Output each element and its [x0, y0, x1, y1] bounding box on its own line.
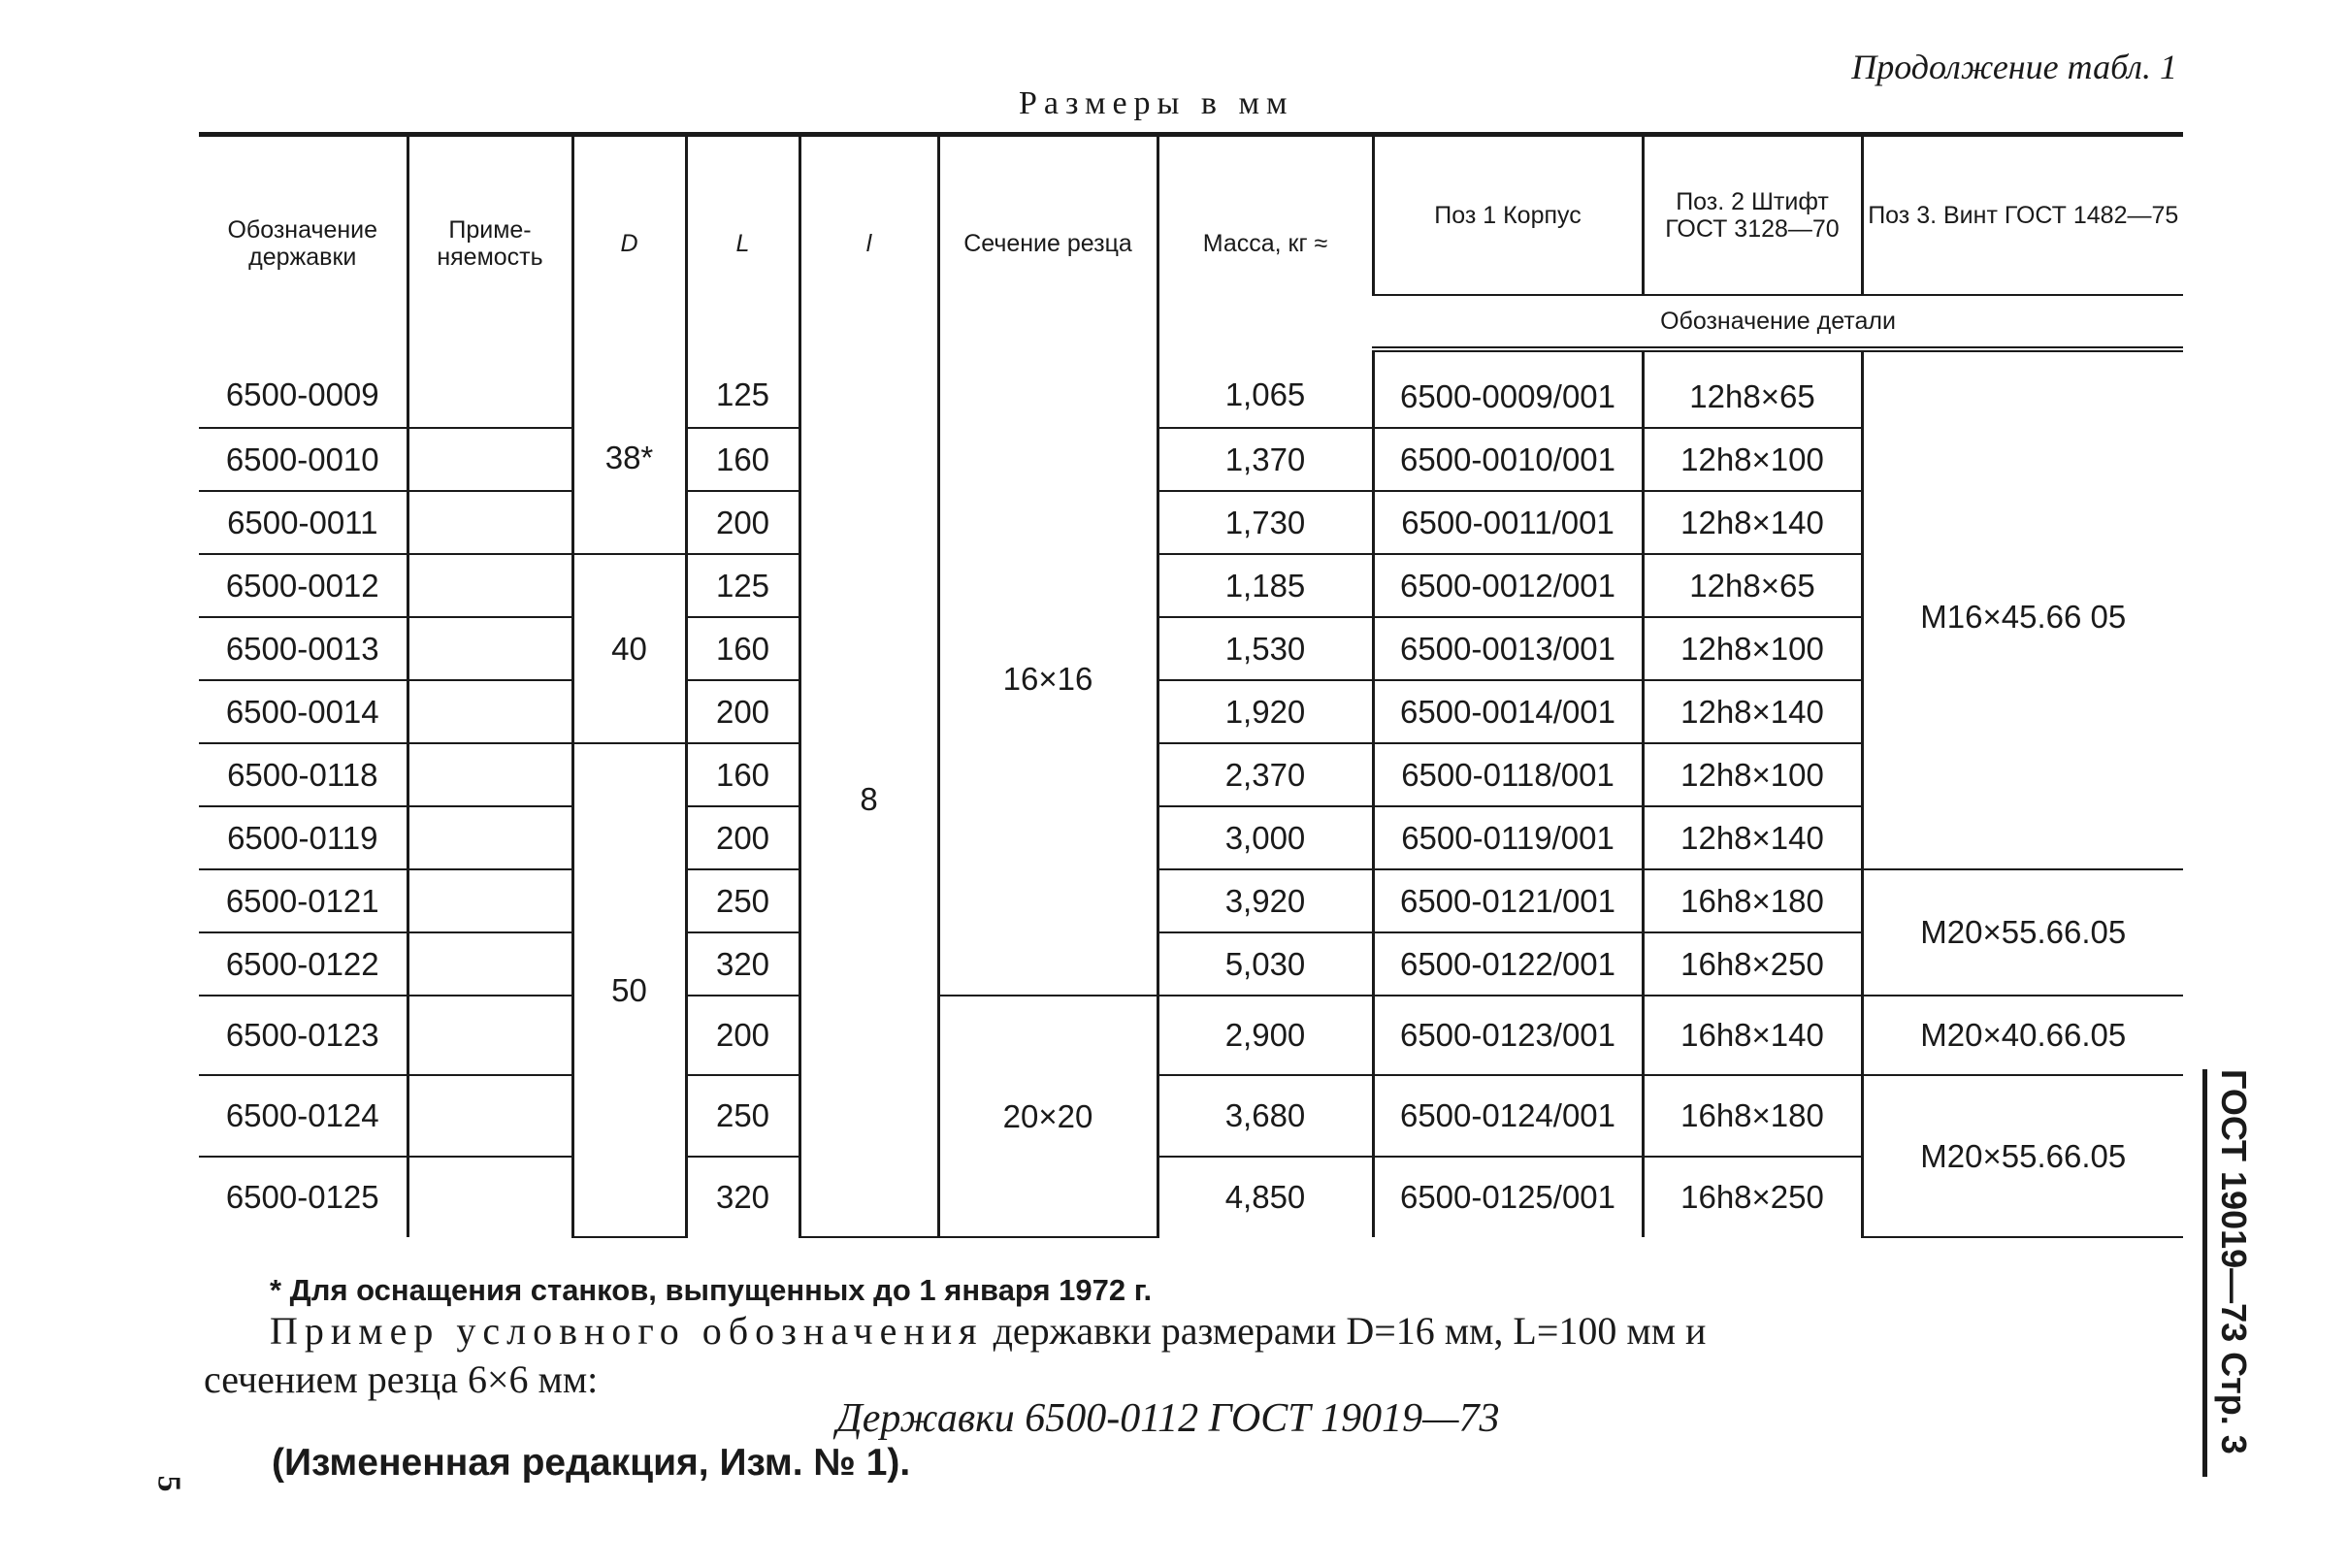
footnote: * Для оснащения станков, выпущенных до 1 января 1972 г.	[270, 1273, 1153, 1307]
cell-mass: 1,370	[1158, 428, 1373, 491]
cell-mass: 1,920	[1158, 680, 1373, 743]
cell-applicability	[408, 349, 572, 428]
cell-pos1: 6500-0124/001	[1373, 1075, 1643, 1157]
cell-pos2: 12h8×140	[1643, 806, 1862, 869]
cell-mass: 1,530	[1158, 617, 1373, 680]
cell-designation: 6500-0123	[199, 996, 408, 1075]
cell-pos1: 6500-0119/001	[1373, 806, 1643, 869]
revision-note: (Измененная редакция, Изм. № 1).	[272, 1442, 911, 1484]
parts-table	[199, 132, 2183, 1238]
cell-pos1: 6500-0010/001	[1373, 428, 1643, 491]
table-row	[199, 1075, 2183, 1157]
cell-L: 320	[686, 932, 799, 996]
cell-D: 50	[572, 743, 686, 1237]
cell-applicability	[408, 680, 572, 743]
cell-pos1: 6500-0123/001	[1373, 996, 1643, 1075]
cell-L: 200	[686, 491, 799, 554]
col-header-pos2: Поз. 2 Штифт ГОСТ 3128—70	[1643, 135, 1862, 296]
cell-pos3: M20×40.66.05	[1862, 996, 2183, 1075]
cell-applicability	[408, 1075, 572, 1157]
cell-mass: 1,065	[1158, 349, 1373, 428]
cell-pos2: 16h8×250	[1643, 932, 1862, 996]
cell-L: 200	[686, 806, 799, 869]
cell-designation: 6500-0121	[199, 869, 408, 932]
cell-L: 320	[686, 1157, 799, 1237]
cell-pos2: 16h8×180	[1643, 869, 1862, 932]
side-standard-code	[2202, 1069, 2266, 1477]
cell-applicability	[408, 869, 572, 932]
cell-designation: 6500-0125	[225, 1179, 379, 1215]
cell-pos2: 12h8×140	[1643, 491, 1862, 554]
cell-designation: 6500-0124	[199, 1075, 408, 1157]
cell-applicability	[408, 428, 572, 491]
cell-pos2: 12h8×100	[1643, 428, 1862, 491]
col-header-designation: Обозначение державки	[199, 135, 408, 350]
continuation-label: Продолжение табл. 1	[1851, 48, 2177, 86]
cell-applicability	[408, 1157, 572, 1237]
col-header-pos3: Поз 3. Винт ГОСТ 1482—75	[1862, 135, 2183, 296]
cell-applicability	[408, 996, 572, 1075]
cell-pos2: 12h8×100	[1643, 743, 1862, 806]
example-paragraph	[270, 1308, 2181, 1354]
cell-L: 125	[686, 349, 799, 428]
table-header-row	[199, 135, 2183, 296]
cell-designation: 6500-0012	[199, 554, 408, 617]
cell-pos3: M20×55.66.05	[1862, 869, 2183, 996]
page-number: 5	[150, 1475, 187, 1492]
cell-pos1: 6500-0122/001	[1373, 932, 1643, 996]
col-header-pos1: Поз 1 Корпус	[1373, 135, 1643, 296]
col-header-section: Сечение резца	[938, 135, 1158, 350]
col-header-part-designation: Обозначение детали	[1373, 295, 2183, 349]
cell-mass: 3,920	[1158, 869, 1373, 932]
cell-applicability	[408, 554, 572, 617]
cell-D: 40	[572, 554, 686, 743]
cell-section: 20×20	[938, 996, 1158, 1237]
table-row	[199, 869, 2183, 932]
col-header-D: D	[572, 135, 686, 350]
cell-pos2: 12h8×65	[1643, 554, 1862, 617]
cell-applicability	[408, 743, 572, 806]
cell-L: 160	[686, 428, 799, 491]
col-header-mass: Масса, кг ≈	[1158, 135, 1373, 350]
cell-pos1: 6500-0121/001	[1373, 869, 1643, 932]
cell-pos2: 12h8×140	[1643, 680, 1862, 743]
cell-pos2: 16h8×250	[1643, 1157, 1862, 1237]
example-lead: Пример условного обозначения	[270, 1309, 984, 1353]
cell-pos1: 6500-0011/001	[1373, 491, 1643, 554]
cell-L: 160	[686, 743, 799, 806]
cell-mass: 3,680	[1158, 1075, 1373, 1157]
cell-designation: 6500-0119	[199, 806, 408, 869]
cell-L: 160	[686, 617, 799, 680]
example-line1-rest: державки размерами D=16 мм, L=100 мм и	[983, 1309, 1707, 1353]
col-header-L: L	[686, 135, 799, 350]
cell-designation: 6500-0118	[199, 743, 408, 806]
col-header-applicability: Приме-няемость	[408, 135, 572, 350]
cell-L: 200	[686, 996, 799, 1075]
cell-mass: 2,370	[1158, 743, 1373, 806]
cell-pos3: M20×55.66.05	[1862, 1075, 2183, 1237]
cell-L: 125	[686, 554, 799, 617]
units-label: Размеры в мм	[1019, 85, 1294, 121]
col-header-l: l	[799, 135, 938, 350]
cell-applicability	[408, 491, 572, 554]
cell-pos1: 6500-0009/001	[1373, 349, 1643, 428]
cell-pos1: 6500-0012/001	[1373, 554, 1643, 617]
example-designation: Державки 6500-0112 ГОСТ 19019—73	[836, 1396, 1500, 1441]
example-line2: сечением резца 6×6 мм:	[204, 1357, 599, 1401]
cell-mass: 1,730	[1158, 491, 1373, 554]
cell-pos1: 6500-0013/001	[1373, 617, 1643, 680]
cell-designation: 6500-0014	[199, 680, 408, 743]
cell-pos2: 16h8×180	[1643, 1075, 1862, 1157]
cell-D: 38*	[572, 349, 686, 554]
cell-section: 16×16	[938, 349, 1158, 996]
cell-designation: 6500-0122	[199, 932, 408, 996]
side-standard-code-text: ГОСТ 19019—73 Стр. 3	[2214, 1069, 2254, 1454]
cell-applicability	[408, 617, 572, 680]
cell-pos1: 6500-0014/001	[1373, 680, 1643, 743]
cell-mass: 1,185	[1158, 554, 1373, 617]
cell-mass: 5,030	[1158, 932, 1373, 996]
cell-L: 200	[686, 680, 799, 743]
cell-applicability	[408, 806, 572, 869]
table-row	[199, 349, 2183, 428]
cell-mass: 2,900	[1158, 996, 1373, 1075]
cell-designation: 6500-0013	[199, 617, 408, 680]
cell-mass: 3,000	[1158, 806, 1373, 869]
cell-L: 250	[686, 869, 799, 932]
cell-mass: 4,850	[1158, 1157, 1373, 1237]
cell-l: 8	[799, 349, 938, 1237]
cell-pos2: 12h8×65	[1643, 349, 1862, 428]
cell-L: 250	[686, 1075, 799, 1157]
cell-applicability	[408, 932, 572, 996]
cell-designation: 6500-0011	[199, 491, 408, 554]
cell-pos2: 12h8×100	[1643, 617, 1862, 680]
cell-pos2: 16h8×140	[1643, 996, 1862, 1075]
table-row	[199, 996, 2183, 1075]
cell-designation: 6500-0009	[199, 349, 408, 428]
cell-pos1: 6500-0125/001	[1373, 1157, 1643, 1237]
cell-pos3: M16×45.66 05	[1862, 349, 2183, 869]
cell-pos1: 6500-0118/001	[1373, 743, 1643, 806]
cell-designation: 6500-0010	[199, 428, 408, 491]
